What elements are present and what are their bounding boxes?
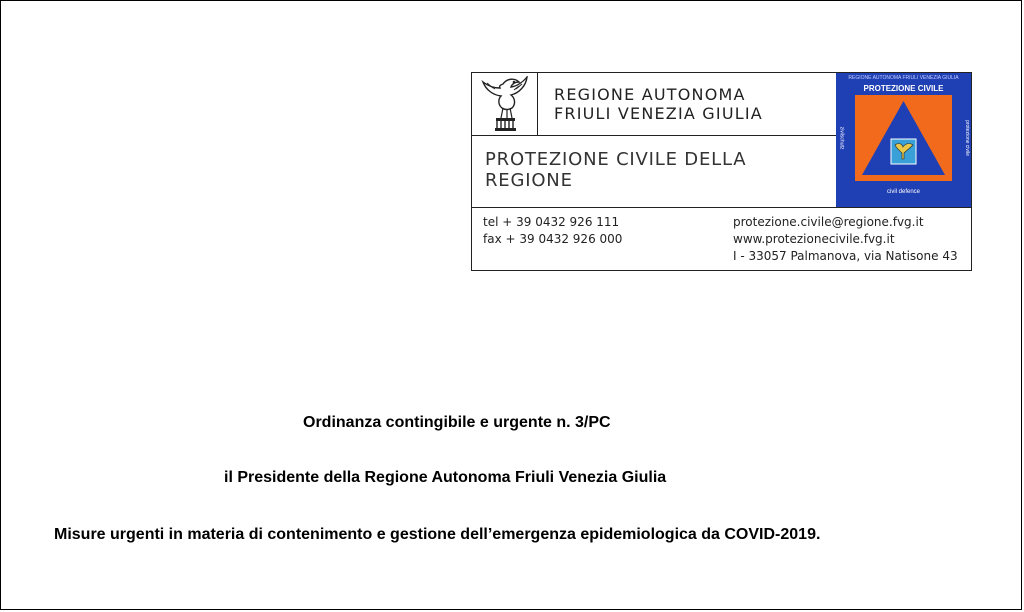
phone-contacts: [483, 214, 622, 248]
region-logo: [472, 73, 538, 135]
issuer-line: il Presidente della Regione Autonoma Friuli Venezia Giulia: [224, 469, 667, 486]
letterhead: [471, 72, 972, 271]
emblem-title: PROTEZIONE CIVILE: [863, 84, 944, 93]
email-address: protezione.civile@regione.fvg.it: [733, 215, 924, 229]
emblem-bottom-text: civil defence: [886, 189, 921, 195]
letterhead-header: [472, 73, 836, 207]
region-line-2: FRIULI VENEZIA GIULIA: [554, 104, 763, 123]
emblem-side-right-text: protezione civile: [964, 120, 971, 156]
online-contacts: [733, 214, 958, 265]
civil-protection-triangle-icon: [842, 95, 965, 191]
tel-number: tel + 39 0432 926 111: [483, 215, 620, 229]
emblem-top-text: REGIONE AUTONOMA FRIULI VENEZIA GIULIA: [848, 75, 959, 81]
website-address: www.protezionecivile.fvg.it: [733, 232, 895, 246]
postal-address: I - 33057 Palmanova, via Natisone 43: [733, 249, 958, 263]
divider: [472, 207, 971, 208]
region-name: [554, 85, 763, 123]
region-line-1: REGIONE AUTONOMA: [554, 85, 746, 104]
eagle-icon: [481, 76, 529, 132]
divider: [472, 135, 836, 136]
emblem-side-left-text: zivilschutz: [838, 126, 845, 150]
ordinance-subject: Misure urgenti in materia di contenimento e gestione dell’emergenza epidemiologica da COVID-2019.: [54, 526, 821, 543]
civil-protection-emblem: [836, 73, 971, 207]
department-name: PROTEZIONE CIVILE DELLA REGIONE: [485, 149, 747, 191]
ordinance-title: Ordinanza contingibile e urgente n. 3/PC: [303, 414, 611, 431]
fax-number: fax + 39 0432 926 000: [483, 232, 623, 246]
